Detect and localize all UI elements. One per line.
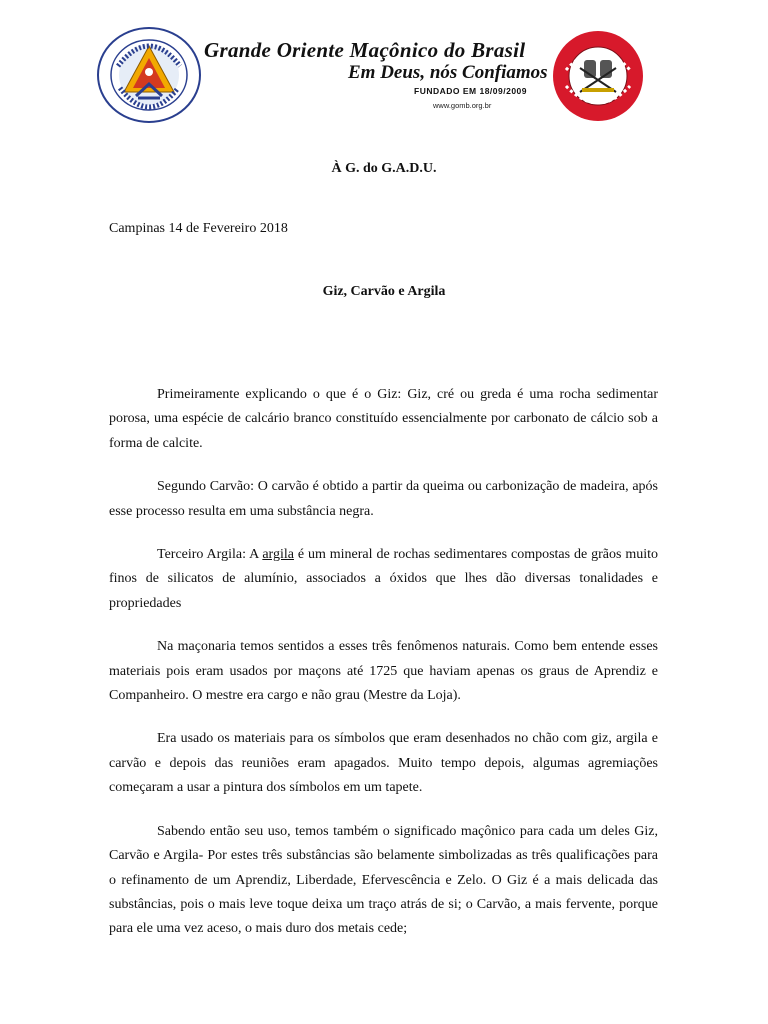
body-text bbox=[109, 383, 658, 961]
paragraph-2: Segundo Carvão: O carvão é obtido a partir da queima ou carbonização de madeira, após esse processo resulta em uma substância negra. bbox=[109, 479, 658, 519]
paragraph-3 bbox=[109, 543, 658, 616]
gomb-seal-logo bbox=[96, 26, 202, 124]
lodge-seal-logo bbox=[552, 30, 644, 122]
argila-link[interactable]: argila bbox=[262, 547, 294, 563]
letterhead bbox=[0, 0, 768, 135]
document-title: Giz, Carvão e Argila bbox=[322, 284, 446, 299]
date-line: Campinas 14 de Fevereiro 2018 bbox=[109, 221, 288, 236]
paragraph-1: Primeiramente explicando o que é o Giz: Giz, cré ou greda é uma rocha sedimentar porosa, uma espécie de calcário branco constituído essencialmente por carbonato de cálcio sob a forma de calcite. bbox=[109, 387, 658, 451]
paragraph-4: Na maçonaria temos sentidos a esses três fenômenos naturais. Como bem entende esses materiais pois eram usados por maçons até 1725 que haviam apenas os graus de Aprendiz e Companheiro. O mestre era cargo e não grau (Mestre da Loja). bbox=[109, 639, 658, 704]
paragraph-3-after: é um mineral de rochas sedimentares compostas de grãos muito finos de silicatos de alumínio, associados a óxidos que lhes dão diversas tonalidades e propriedades bbox=[109, 547, 659, 611]
website: www.gomb.org.br bbox=[433, 101, 492, 110]
invocation-heading: À G. do G.A.D.U. bbox=[331, 161, 437, 176]
founded-date: FUNDADO EM 18/09/2009 bbox=[414, 86, 528, 96]
org-name: Grande Oriente Maçônico do Brasil bbox=[204, 38, 526, 62]
paragraph-6: Sabendo então seu uso, temos também o significado maçônico para cada um deles Giz, Carvão e Argila- Por estes três substâncias são belamente simbolizadas as três qualificações para o refinamento de um Aprendiz, Liberdade, Efervescência e Zelo. O Giz é a mais delicada das substâncias, pois o mais leve toque deixa um traço atrás de si; o Carvão, a mais fervente, porque para ele uma vez aceso, o mais duro dos metais cede; bbox=[109, 823, 658, 937]
paragraph-3-before: Terceiro Argila: A bbox=[157, 547, 263, 563]
org-motto: Em Deus, nós Confiamos bbox=[348, 62, 548, 83]
paragraph-5: Era usado os materiais para os símbolos que eram desenhados no chão com giz, argila e carvão e depois das reuniões eram apagados. Muito tempo depois, algumas agremiações começaram a usar a pintura dos símbolos em um tapete. bbox=[109, 731, 658, 796]
